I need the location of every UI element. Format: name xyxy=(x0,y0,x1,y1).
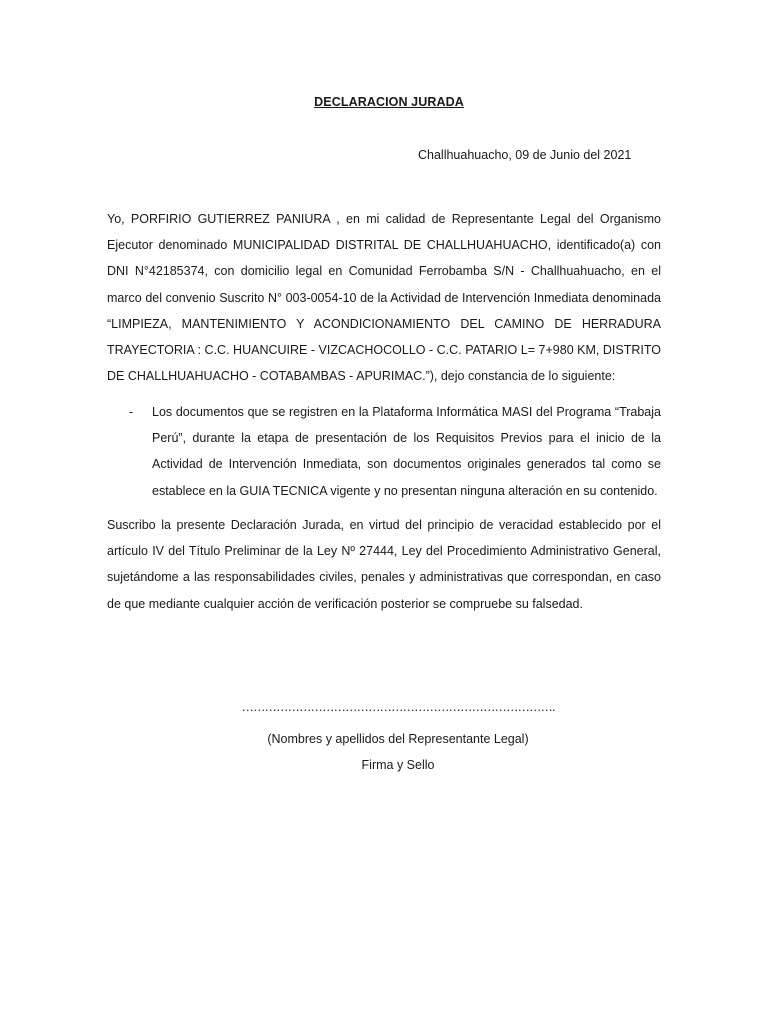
subscription-paragraph: Suscribo la presente Declaración Jurada, en virtud del principio de veracidad establecido por el artículo IV del Título Preliminar de la Ley Nº 27444, Ley del Procedimiento Administrativo General, sujetándome a las responsabilidades civiles, penales y administrativas que correspondan, en caso de que mediante cualquier acción de verificación posterior se compruebe su falsedad. xyxy=(107,518,661,611)
document-title-text: DECLARACION JURADA xyxy=(314,95,464,109)
bullet-text: Los documentos que se registren en la Plataforma Informática MASI del Programa “Trabaja Perú”, durante la etapa de presentación de los Requisitos Previos para el inicio de la Actividad de Intervención Inmediata, son documentos originales generados tal como se establece en la GUIA TECNICA vigente y no presentan ninguna alteración en su contenido. xyxy=(152,405,661,498)
date-line: Challhuahuacho, 09 de Junio del 2021 xyxy=(418,148,632,162)
signature-name-label: (Nombres y apellidos del Representante Legal) xyxy=(267,732,529,746)
signature-caption: Firma y Sello xyxy=(361,758,435,772)
declaration-paragraph: Yo, PORFIRIO GUTIERREZ PANIURA , en mi calidad de Representante Legal del Organismo Ejecutor denominado MUNICIPALIDAD DISTRITAL DE CHALLHUAHUACHO, identificado(a) con DNI N°42185374, con domicilio legal en Comunidad Ferrobamba S/N - Challhuahuacho, en el marco del convenio Suscrito N° 003-0054-10 de la Actividad de Intervención Inmediata denominada “LIMPIEZA, MANTENIMIENTO Y ACONDICIONAMIENTO DEL CAMINO DE HERRADURA TRAYECTORIA : C.C. HUANCUIRE - VIZCACHOCOLLO - C.C. PATARIO L= 7+980 KM, DISTRITO DE CHALLHUAHUACHO - COTABAMBAS - APURIMAC.”), dejo constancia de lo siguiente: xyxy=(107,212,661,384)
signature-line: ………………………………………………………………………. xyxy=(241,700,555,714)
document-title xyxy=(0,95,768,109)
bullet-marker: - xyxy=(129,405,134,419)
